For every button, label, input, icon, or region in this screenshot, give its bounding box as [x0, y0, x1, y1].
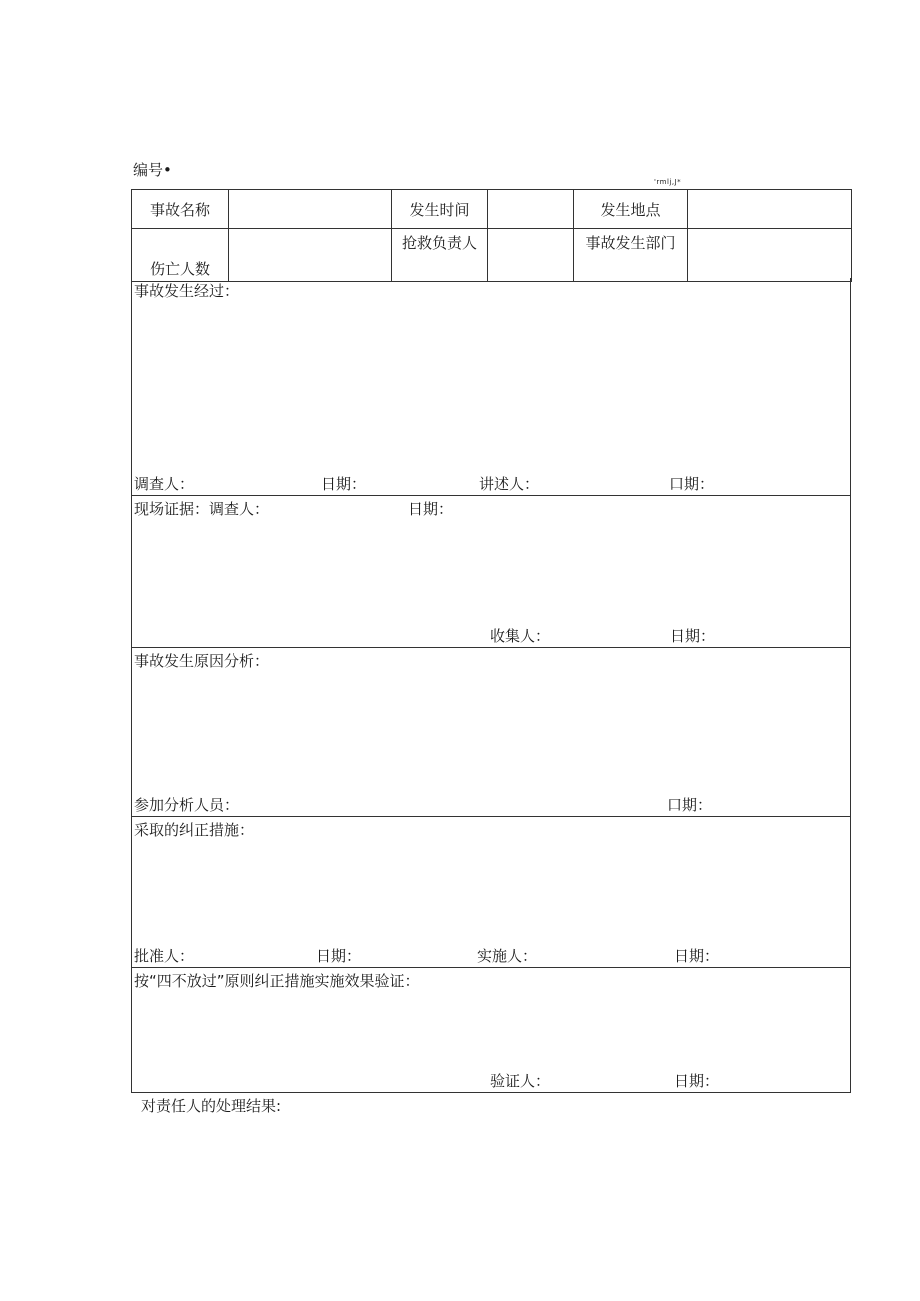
analysis-date-label: 口期： — [667, 796, 713, 814]
form-number-label: 编号• — [133, 161, 172, 179]
narrator-label: 讲述人： — [479, 475, 540, 493]
approval-date-label: 日期： — [316, 947, 362, 965]
rescue-lead-label: 抢救负责人 — [392, 229, 488, 282]
cause-analysis-title: 事故发生原因分析： — [134, 652, 270, 670]
occurrence-place-field[interactable] — [688, 190, 852, 229]
analysis-participants-label: 参加分析人员： — [134, 796, 240, 814]
accident-name-field[interactable] — [229, 190, 392, 229]
evidence-date-label: 日期： — [408, 500, 454, 518]
implementer-label: 实施人： — [477, 947, 538, 965]
occurrence-place-label: 发生地点 — [574, 190, 688, 229]
collection-date-label: 日期： — [670, 627, 716, 645]
verifier-label: 验证人： — [490, 1072, 551, 1090]
accident-name-label: 事故名称 — [132, 190, 229, 229]
corner-mark: 'rmlj,J* — [654, 178, 682, 186]
corrective-measures-title: 采取的纠正措施： — [134, 821, 255, 839]
rescue-lead-field[interactable] — [488, 229, 574, 282]
investigator-label: 调查人： — [134, 475, 195, 493]
cause-analysis-section[interactable] — [131, 648, 851, 817]
collector-label: 收集人： — [490, 627, 551, 645]
narration-date-label: 口期： — [669, 475, 715, 493]
casualties-label: 伤亡人数 — [132, 229, 229, 282]
accident-process-title: 事故发生经过： — [134, 282, 240, 300]
accident-process-section[interactable] — [131, 278, 851, 496]
verification-date-label: 日期： — [674, 1072, 720, 1090]
occurrence-time-field[interactable] — [488, 190, 574, 229]
accident-info-grid — [131, 189, 852, 282]
approver-label: 批准人： — [134, 947, 195, 965]
accident-department-label: 事故发生部门 — [574, 229, 688, 282]
casualties-field[interactable] — [229, 229, 392, 282]
verification-title: 按“四不放过”原则纠正措施实施效果验证： — [134, 972, 420, 990]
site-evidence-title: 现场证据：调查人： — [134, 500, 270, 518]
site-evidence-section[interactable] — [131, 496, 851, 648]
responsible-result-label: 对责任人的处理结果: — [141, 1097, 282, 1115]
accident-department-field[interactable] — [688, 229, 852, 282]
investigation-date-label: 日期： — [321, 475, 367, 493]
corrective-measures-section[interactable] — [131, 817, 851, 968]
implementation-date-label: 日期： — [674, 947, 720, 965]
occurrence-time-label: 发生时间 — [392, 190, 488, 229]
verification-section[interactable] — [131, 968, 851, 1093]
